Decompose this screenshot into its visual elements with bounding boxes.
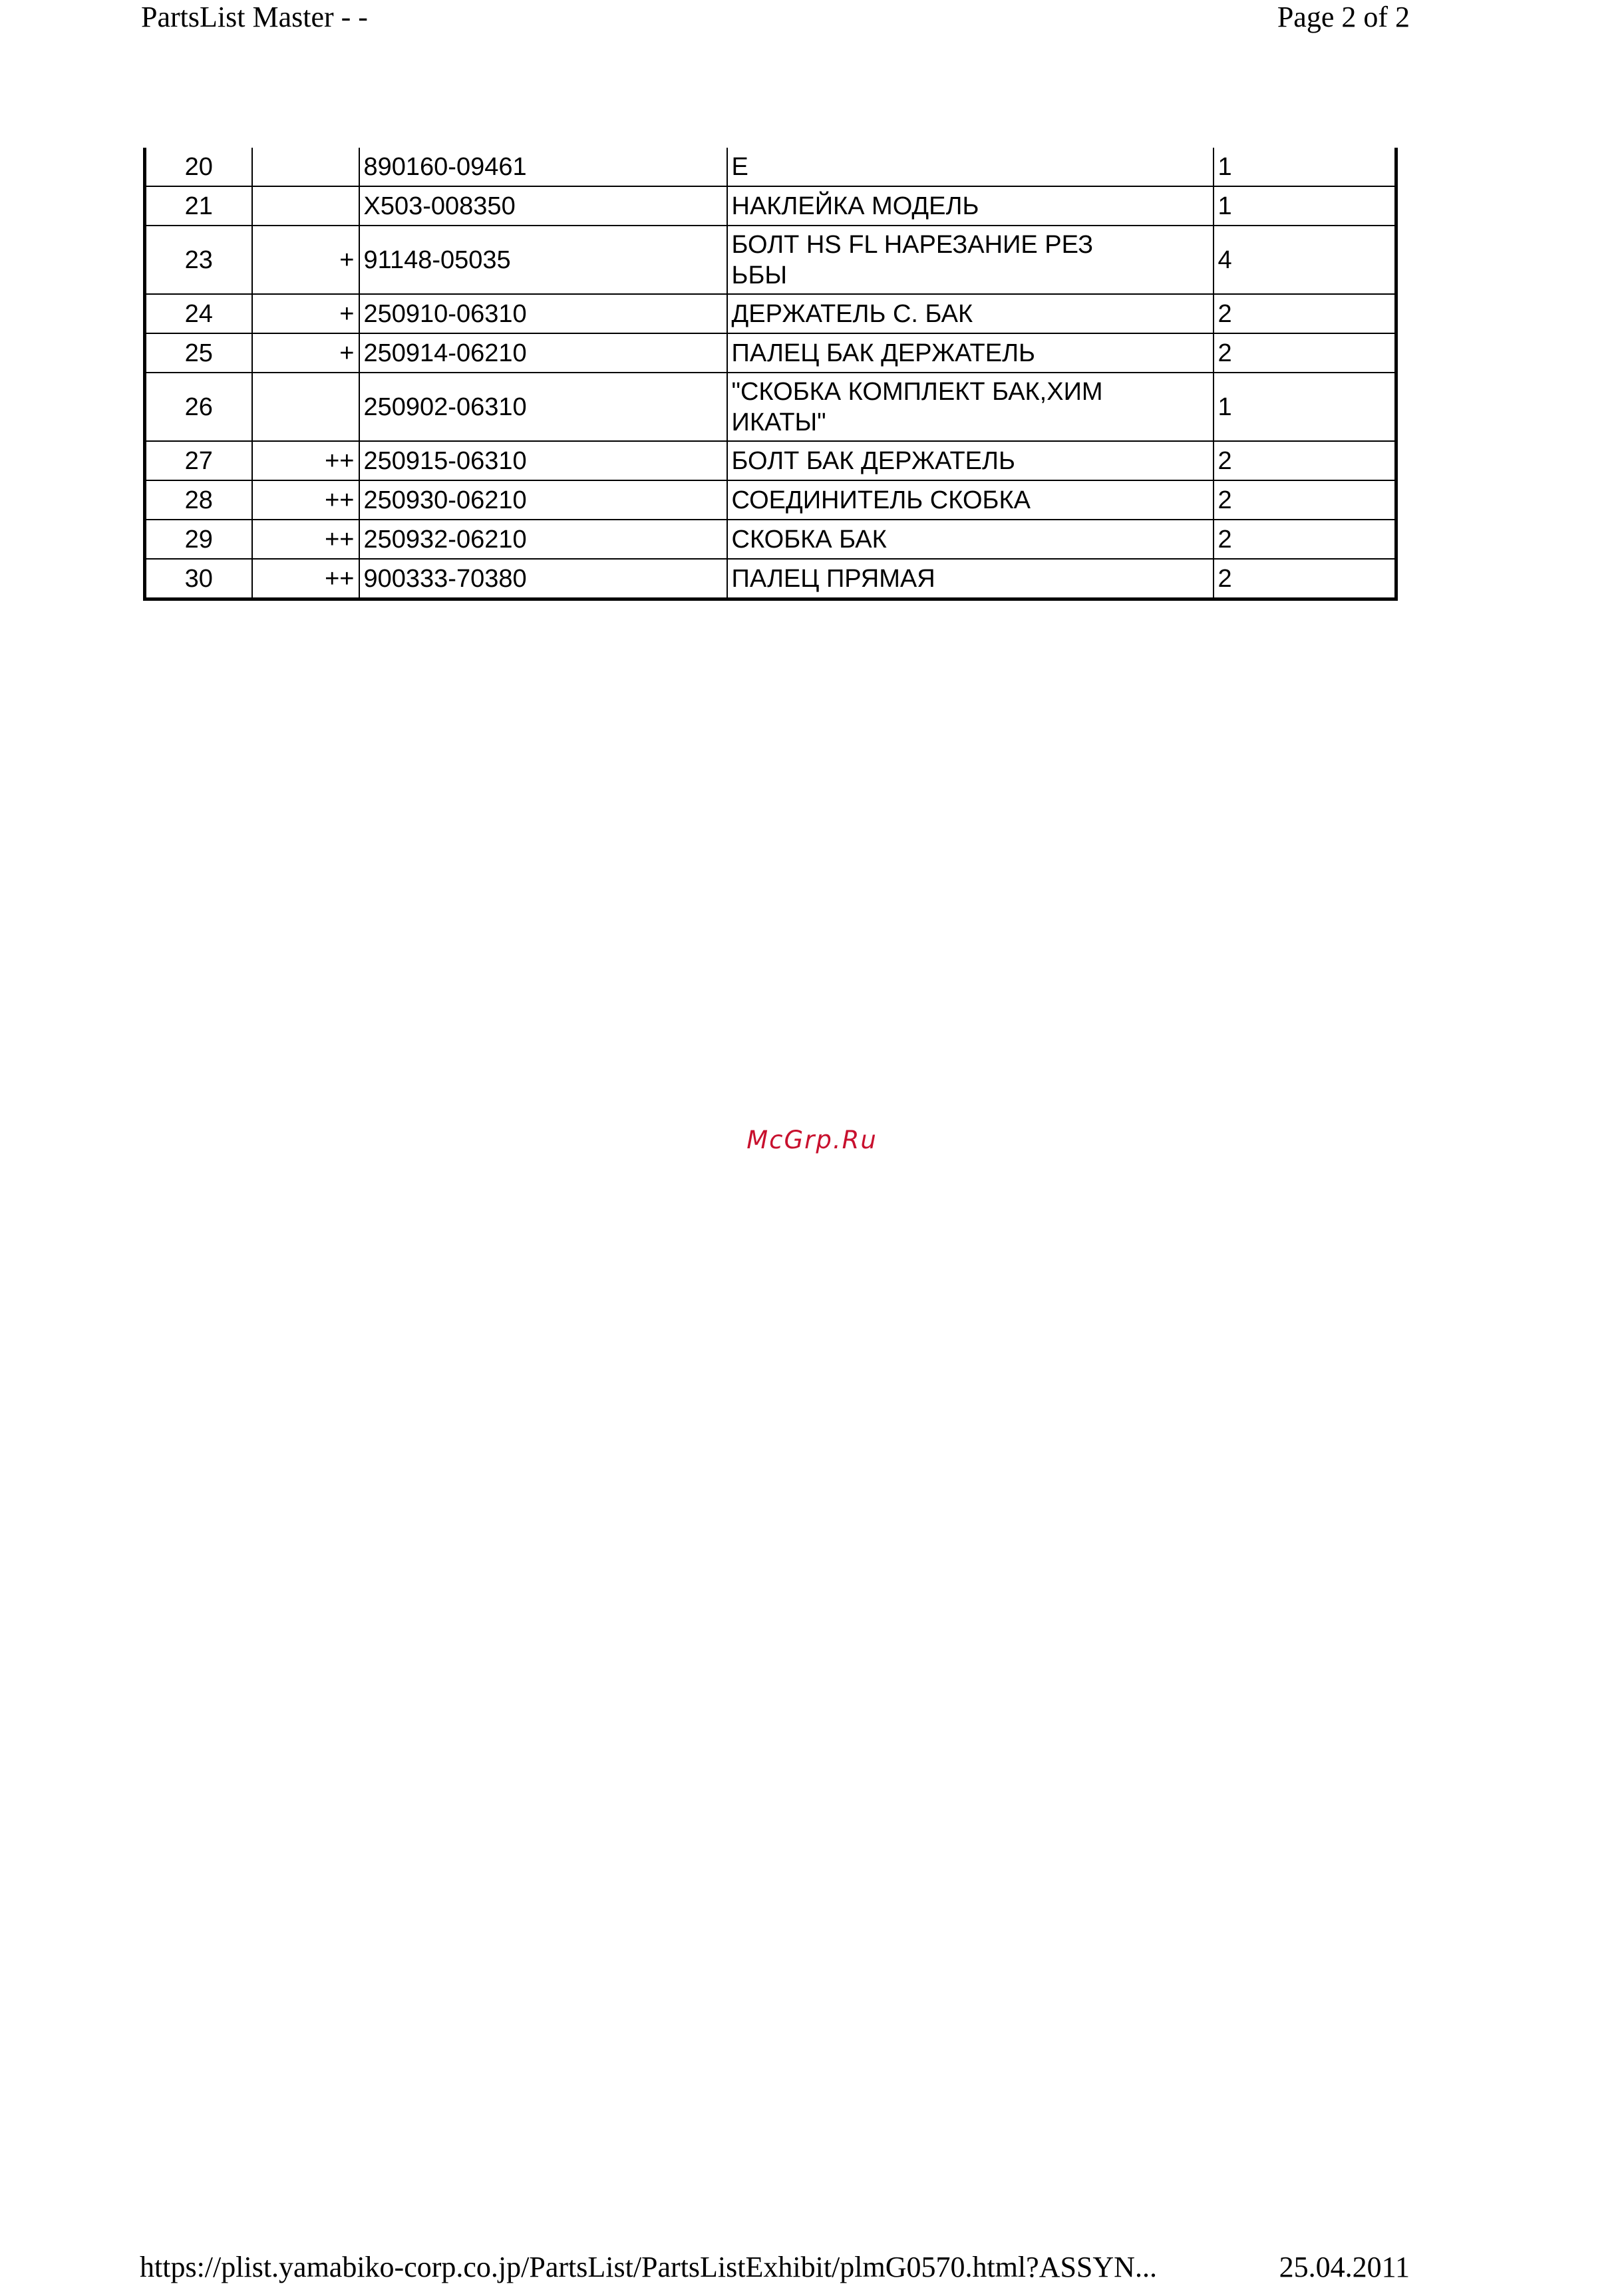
level-cell: ++ bbox=[252, 520, 359, 559]
description-cell: ПАЛЕЦ ПРЯМАЯ bbox=[727, 559, 1214, 599]
item-number-cell: 29 bbox=[145, 520, 252, 559]
parts-table bbox=[143, 148, 1398, 601]
item-number-cell: 27 bbox=[145, 441, 252, 480]
table-row bbox=[145, 148, 1396, 186]
level-cell: + bbox=[252, 226, 359, 294]
item-number-cell: 28 bbox=[145, 480, 252, 520]
quantity-cell: 2 bbox=[1214, 520, 1396, 559]
part-number-cell: 250915-06310 bbox=[359, 441, 727, 480]
level-cell: ++ bbox=[252, 559, 359, 599]
description-cell: БОЛТ HS FL НАРЕЗАНИЕ РЕЗ ЬБЫ bbox=[727, 226, 1214, 294]
item-number-cell: 24 bbox=[145, 294, 252, 333]
table-row bbox=[145, 333, 1396, 373]
description-cell: ПАЛЕЦ БАК ДЕРЖАТЕЛЬ bbox=[727, 333, 1214, 373]
part-number-cell: 250902-06310 bbox=[359, 373, 727, 441]
footer-url: https://plist.yamabiko-corp.co.jp/PartsList/PartsListExhibit/plmG0570.html?ASSYN... bbox=[140, 2251, 1157, 2283]
quantity-cell: 2 bbox=[1214, 294, 1396, 333]
item-number-cell: 30 bbox=[145, 559, 252, 599]
item-number-cell: 21 bbox=[145, 186, 252, 226]
table-row bbox=[145, 480, 1396, 520]
description-cell: СОЕДИНИТЕЛЬ СКОБКА bbox=[727, 480, 1214, 520]
part-number-cell: 91148-05035 bbox=[359, 226, 727, 294]
quantity-cell: 1 bbox=[1214, 186, 1396, 226]
part-number-cell: 900333-70380 bbox=[359, 559, 727, 599]
part-number-cell: 250932-06210 bbox=[359, 520, 727, 559]
table-row bbox=[145, 186, 1396, 226]
quantity-cell: 4 bbox=[1214, 226, 1396, 294]
footer-date: 25.04.2011 bbox=[1279, 2251, 1410, 2283]
description-cell: БОЛТ БАК ДЕРЖАТЕЛЬ bbox=[727, 441, 1214, 480]
quantity-cell: 1 bbox=[1214, 148, 1396, 186]
level-cell bbox=[252, 148, 359, 186]
table-row bbox=[145, 294, 1396, 333]
part-number-cell: X503-008350 bbox=[359, 186, 727, 226]
description-cell: СКОБКА БАК bbox=[727, 520, 1214, 559]
table-row bbox=[145, 373, 1396, 441]
item-number-cell: 20 bbox=[145, 148, 252, 186]
part-number-cell: 890160-09461 bbox=[359, 148, 727, 186]
quantity-cell: 2 bbox=[1214, 441, 1396, 480]
page-number: Page 2 of 2 bbox=[1277, 1, 1410, 33]
description-cell: НАКЛЕЙКА МОДЕЛЬ bbox=[727, 186, 1214, 226]
part-number-cell: 250914-06210 bbox=[359, 333, 727, 373]
part-number-cell: 250930-06210 bbox=[359, 480, 727, 520]
level-cell bbox=[252, 373, 359, 441]
level-cell: + bbox=[252, 333, 359, 373]
quantity-cell: 1 bbox=[1214, 373, 1396, 441]
page-title: PartsList Master - - bbox=[141, 1, 368, 33]
description-cell: ДЕРЖАТЕЛЬ С. БАК bbox=[727, 294, 1214, 333]
level-cell: + bbox=[252, 294, 359, 333]
part-number-cell: 250910-06310 bbox=[359, 294, 727, 333]
quantity-cell: 2 bbox=[1214, 559, 1396, 599]
table-row bbox=[145, 520, 1396, 559]
level-cell: ++ bbox=[252, 480, 359, 520]
item-number-cell: 26 bbox=[145, 373, 252, 441]
item-number-cell: 25 bbox=[145, 333, 252, 373]
description-cell: E bbox=[727, 148, 1214, 186]
item-number-cell: 23 bbox=[145, 226, 252, 294]
table-row bbox=[145, 226, 1396, 294]
level-cell bbox=[252, 186, 359, 226]
parts-table-body bbox=[145, 148, 1396, 599]
table-row bbox=[145, 559, 1396, 599]
quantity-cell: 2 bbox=[1214, 480, 1396, 520]
table-row bbox=[145, 441, 1396, 480]
description-cell: "СКОБКА КОМПЛЕКТ БАК,ХИМ ИКАТЫ" bbox=[727, 373, 1214, 441]
quantity-cell: 2 bbox=[1214, 333, 1396, 373]
level-cell: ++ bbox=[252, 441, 359, 480]
watermark: McGrp.Ru bbox=[746, 1126, 878, 1154]
